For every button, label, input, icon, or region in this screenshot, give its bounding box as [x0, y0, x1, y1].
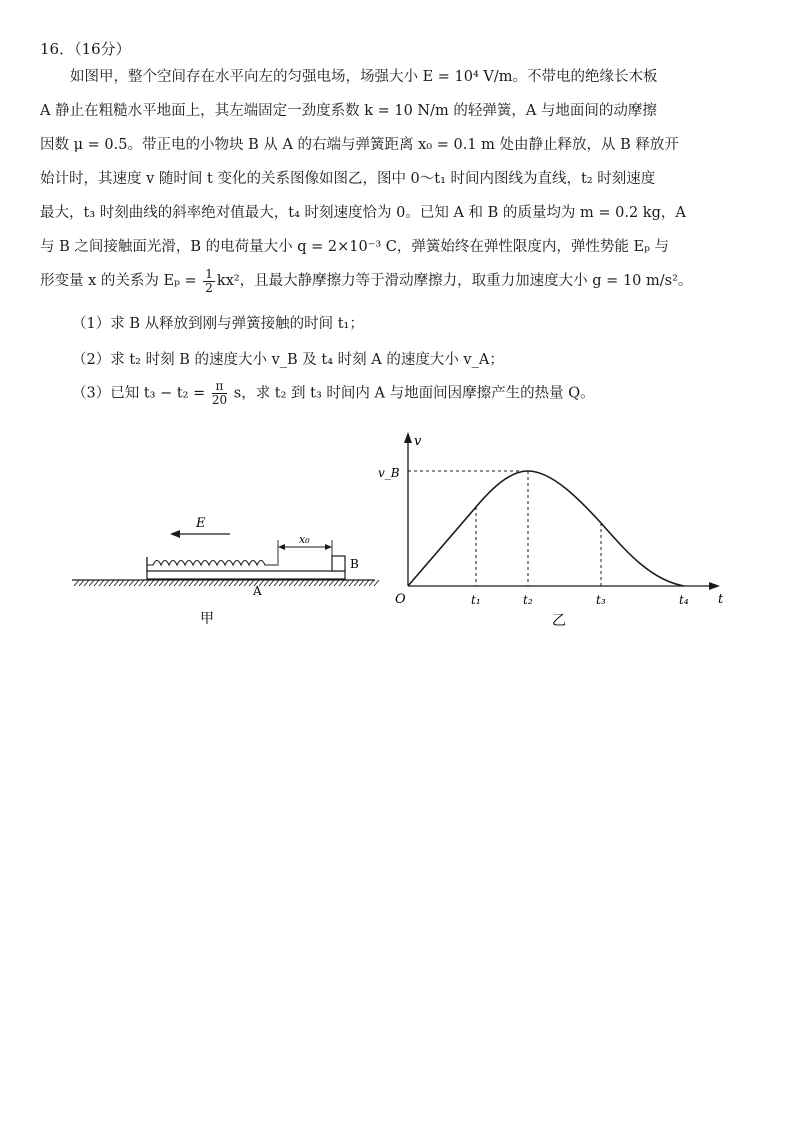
stem-line-7-post: kx²，且最大静摩擦力等于滑动摩擦力，取重力加速度大小 g = 10 m/s²。: [216, 273, 693, 289]
figure-yi: [378, 432, 724, 629]
ground: [72, 580, 379, 586]
half-fraction-num: 1: [205, 266, 213, 281]
spring: [147, 561, 277, 566]
pi-fraction-num: π: [212, 380, 227, 394]
field-label: E: [196, 516, 206, 531]
pi-fraction-den: 20: [211, 393, 228, 407]
stem-line-6: 与 B 之间接触面光滑，B 的电荷量大小 q = 2×10⁻³ C，弹簧始终在弹性限度内，弹性势能 Eₚ 与: [40, 239, 669, 255]
sub-question-1: （1）求 B 从释放到刚与弹簧接触的时间 t₁；: [72, 316, 364, 332]
field-arrow: [170, 530, 230, 538]
block-b: [332, 556, 345, 571]
block-b-label: B: [350, 557, 359, 571]
t1-label: t₁: [471, 593, 481, 607]
stem-line-7-pre: 形变量 x 的关系为 Eₚ =: [40, 273, 202, 289]
t2-label: t₂: [523, 593, 533, 607]
figure-yi-caption: 乙: [552, 613, 566, 629]
x0-label: x₀: [299, 533, 310, 546]
sub-question-3-pre: （3）已知 t₃ − t₂ =: [72, 385, 210, 402]
t3-label: t₃: [596, 593, 606, 607]
sub-question-2: （2）求 t₂ 时刻 B 的速度大小 v_B 及 t₄ 时刻 A 的速度大小 v_A；: [72, 352, 504, 368]
figure-jia-caption: 甲: [200, 611, 214, 627]
sub-question-3-post: s，求 t₂ 到 t₃ 时间内 A 与地面间因摩擦产生的热量 Q。: [229, 385, 595, 402]
half-fraction-den: 2: [205, 280, 213, 295]
v-axis: [404, 432, 412, 586]
stem-line-5: 最大，t₃ 时刻曲线的斜率绝对值最大，t₄ 时刻速度恰为 0。已知 A 和 B 的质量均为 m = 0.2 kg，A: [40, 205, 686, 221]
v-axis-label: v: [414, 434, 422, 449]
stem-line-2: A 静止在粗糙水平地面上，其左端固定一劲度系数 k = 10 N/m 的轻弹簧，A 与地面间的动摩擦: [40, 103, 657, 119]
t-axis-label: t: [718, 592, 724, 607]
vb-label: v_B: [378, 466, 400, 480]
vt-curve: [408, 471, 684, 586]
board-a-label: A: [253, 584, 262, 598]
t4-label: t₄: [679, 593, 689, 607]
stem-line-1: 如图甲，整个空间存在水平向左的匀强电场，场强大小 E = 10⁴ V/m。不带电的绝缘长木板: [70, 69, 658, 85]
origin-label: O: [395, 592, 406, 607]
stem-line-3: 因数 μ = 0.5。带正电的小物块 B 从 A 的右端与弹簧距离 x₀ = 0.1 m 处由静止释放，从 B 释放开: [40, 137, 679, 153]
figure-jia: [72, 516, 379, 627]
stem-line-4: 始计时，其速度 v 随时间 t 变化的关系图像如图乙，图中 0～t₁ 时间内图线为直线，t₂ 时刻速度: [40, 171, 656, 187]
question-number: 16．（16分）: [40, 40, 131, 58]
